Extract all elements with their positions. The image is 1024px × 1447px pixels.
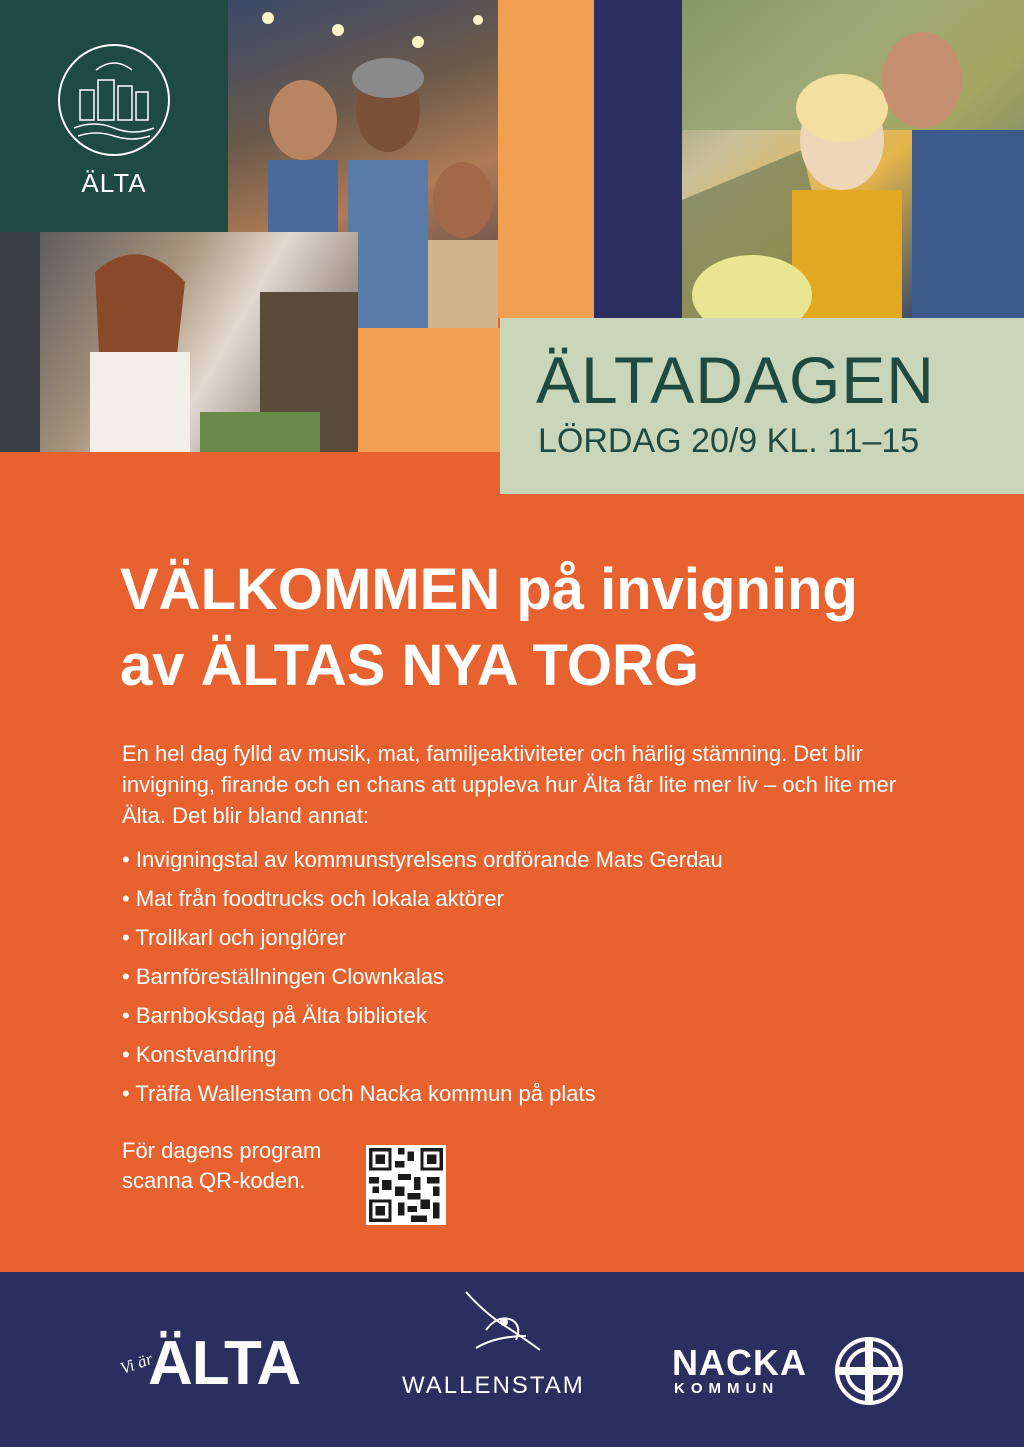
headline-line-2: av ÄLTAS NYA TORG	[120, 633, 700, 698]
nacka-seal-icon	[834, 1336, 904, 1406]
wallenstam-mark-icon	[456, 1290, 546, 1360]
qr-code-icon[interactable]	[366, 1145, 446, 1225]
activity-list	[122, 845, 942, 1118]
orange-block	[498, 0, 594, 318]
vi-ar-alta-tagline: Vi är	[117, 1348, 156, 1379]
alta-logo-panel	[0, 0, 228, 232]
program-text	[122, 1136, 362, 1196]
list-item: • Invigningstal av kommunstyrelsens ordförande Mats Gerdau	[122, 845, 942, 884]
headline	[120, 552, 980, 704]
list-item: • Trollkarl och jonglörer	[122, 923, 942, 962]
navy-block	[594, 0, 682, 318]
event-title-box	[500, 318, 1024, 494]
event-title: ÄLTADAGEN	[536, 343, 935, 417]
nacka-logo: NACKA	[672, 1342, 807, 1383]
program-line-1: För dagens program	[122, 1138, 322, 1163]
alta-logo-word: ÄLTA	[81, 168, 147, 198]
list-item: • Mat från foodtrucks och lokala aktörer	[122, 884, 942, 923]
list-item: • Barnboksdag på Älta bibliotek	[122, 1001, 942, 1040]
light-orange-block	[358, 328, 500, 452]
headline-line-1: VÄLKOMMEN på invigning	[120, 557, 858, 622]
alta-emblem-icon	[56, 42, 172, 158]
list-item: • Barnföreställningen Clownkalas	[122, 962, 942, 1001]
list-item: • Träffa Wallenstam och Nacka kommun på plats	[122, 1079, 942, 1118]
footer-sponsors	[0, 1272, 1024, 1447]
photo-foodtruck	[0, 232, 358, 452]
wallenstam-logo: WALLENSTAM	[402, 1372, 585, 1399]
photo-father-child	[682, 0, 1024, 318]
event-date: LÖRDAG 20/9 KL. 11–15	[538, 422, 920, 460]
vi-ar-alta-logo: ÄLTA	[148, 1329, 301, 1398]
intro-text: En hel dag fylld av musik, mat, familjeaktiviteter och härlig stämning. Det blir invigning, firande och en chans att uppleva hur Älta får lite mer liv – och lite mer Älta. Det blir bland annat:	[122, 741, 897, 828]
header-collage	[0, 0, 1024, 480]
list-item: • Konstvandring	[122, 1040, 942, 1079]
program-line-2: scanna QR-koden.	[122, 1168, 306, 1193]
nacka-kommun-label: KOMMUN	[674, 1380, 780, 1397]
